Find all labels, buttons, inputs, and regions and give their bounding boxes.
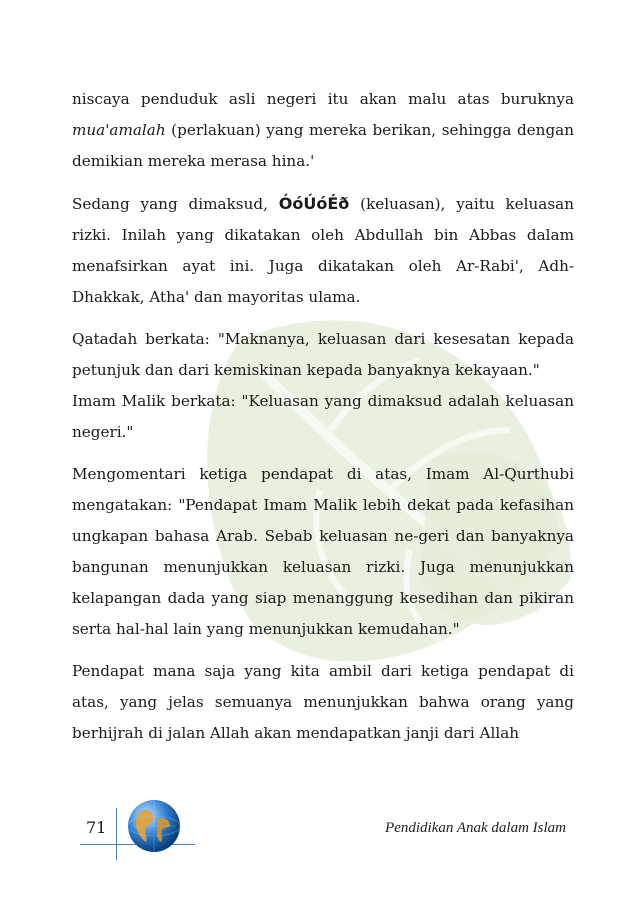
globe-icon <box>126 798 182 854</box>
paragraph-5 <box>72 459 574 645</box>
term-muaamalah: mua'amalah <box>72 121 166 139</box>
paragraph-2-intro: Sedang yang dimaksud, <box>72 195 279 213</box>
paragraph-1 <box>72 84 574 177</box>
footer-vertical-rule <box>116 808 117 860</box>
paragraph-2 <box>72 188 574 313</box>
body-text <box>72 84 574 760</box>
paragraph-1-rest: (perlakuan) yang mereka berikan, sehingga dengan demikian mereka merasa hina.' <box>72 121 574 170</box>
book-title: Pendidikan Anak dalam Islam <box>385 820 566 836</box>
paragraph-6: Pendapat mana saja yang kita ambil dari ketiga pendapat di atas, yang jelas semuanya menunjukkan bahwa orang yang berhijrah di jalan Allah akan mendapatkan janji dari Allah <box>72 662 574 742</box>
paragraph-3: Qatadah berkata: "Maknanya, keluasan dari kesesatan kepada petunjuk dan dari kemiskinan kepada banyaknya kekayaan." <box>72 330 574 379</box>
page-number: 71 <box>86 818 107 837</box>
paragraph-5-part-2: Juga menunjukkan kelapangan dada yang siap menanggung kesedihan dan pikiran serta hal-hal lain yang menunjukkan kemudahan." <box>72 558 574 638</box>
paragraph-4: Imam Malik berkata: "Keluasan yang dimaksud adalah keluasan negeri." <box>72 392 574 441</box>
paragraph-2-rest: (keluasan), yaitu keluasan rizki. Inilah yang dikatakan oleh Abdullah bin Abbas dalam menafsirkan ayat ini. Juga dikatakan oleh Ar-Rabi', Adh-Dhakkak, Atha' dan mayoritas ulama. <box>72 195 574 306</box>
paragraph-1-line-1: niscaya penduduk asli negeri itu akan malu atas buruknya <box>72 90 574 108</box>
arabic-term: ÓóÚóÉð <box>278 194 350 213</box>
paragraph-5-part-1: Mengomentari ketiga pendapat di atas, Imam Al-Qurthubi mengatakan: "Pendapat Imam Malik lebih dekat pada kefasihan ungkapan bahasa Arab. Sebab keluasan ne-geri dan banyaknya bangunan menunjukkan keluasan rizki. <box>72 465 574 576</box>
